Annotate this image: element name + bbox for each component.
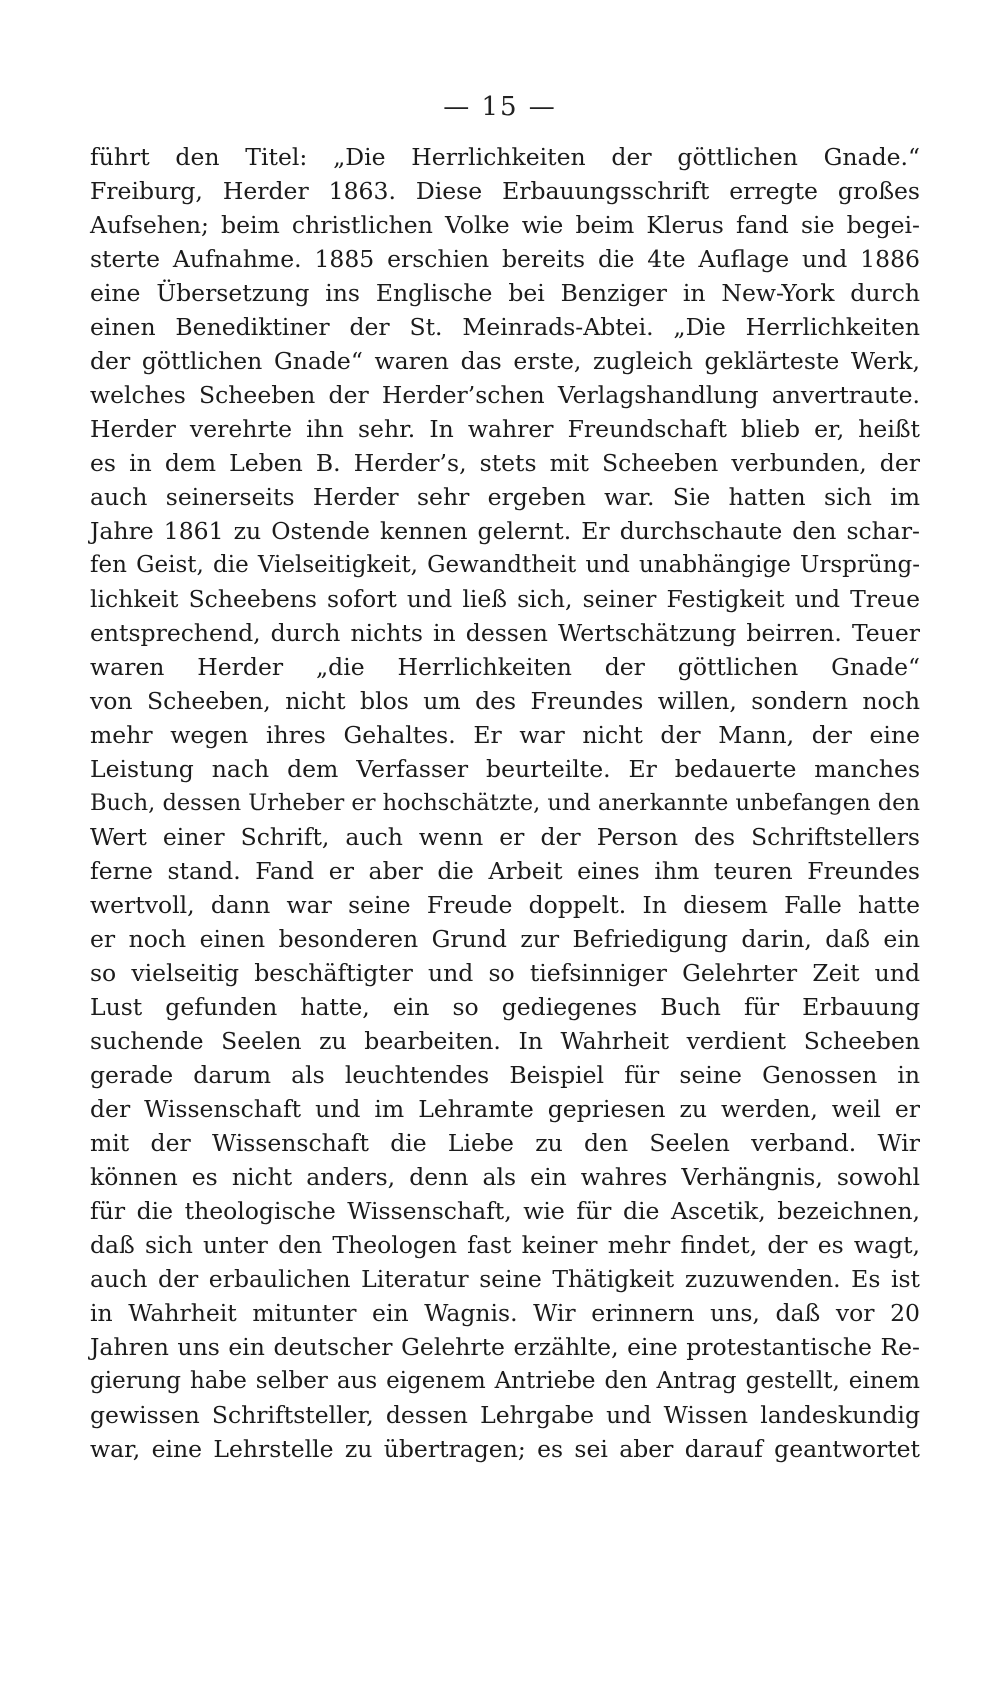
text-line: Leistung nach dem Verfasser beurteilte. Er bedauerte manches (90, 755, 920, 783)
text-line: gerade darum als leuchtendes Beispiel für seine Genossen in (90, 1061, 920, 1089)
text-line: wertvoll, dann war seine Freude doppelt. In diesem Falle hatte (90, 891, 920, 919)
text-line: gierung habe selber aus eigenem Antriebe den Antrag gestellt, einem (90, 1368, 920, 1394)
text-line: in Wahrheit mitunter ein Wagnis. Wir erinnern uns, daß vor 20 (90, 1299, 920, 1327)
text-line: mit der Wissenschaft die Liebe zu den Seelen verband. Wir (90, 1129, 920, 1157)
text-line: gewissen Schriftsteller, dessen Lehrgabe und Wissen landeskundig (90, 1401, 920, 1429)
text-line: einen Benediktiner der St. Meinrads-Abtei. „Die Herrlichkeiten (90, 313, 920, 341)
text-line: er noch einen besonderen Grund zur Befriedigung darin, daß ein (90, 925, 920, 953)
text-line: daß sich unter den Theologen fast keiner mehr findet, der es wagt, (90, 1231, 920, 1259)
text-line: auch seinerseits Herder sehr ergeben war. Sie hatten sich im (90, 483, 920, 511)
text-line: Aufsehen; beim christlichen Volke wie beim Klerus fand sie begei- (90, 211, 920, 239)
text-line: von Scheeben, nicht blos um des Freundes willen, sondern noch (90, 687, 920, 715)
text-line: Wert einer Schrift, auch wenn er der Person des Schriftstellers (90, 823, 920, 851)
text-line: war, eine Lehrstelle zu übertragen; es sei aber darauf geantwortet (90, 1435, 920, 1463)
text-line: so vielseitig beschäftigter und so tiefsinniger Gelehrter Zeit und (90, 959, 920, 987)
text-line: suchende Seelen zu bearbeiten. In Wahrheit verdient Scheeben (90, 1027, 920, 1055)
text-line: eine Übersetzung ins Englische bei Benziger in New-York durch (90, 279, 920, 307)
body-text (90, 140, 920, 1466)
text-line: der göttlichen Gnade“ waren das erste, zugleich geklärteste Werk, (90, 347, 920, 375)
text-line: Jahren uns ein deutscher Gelehrte erzählte, eine protestantische Re- (90, 1333, 920, 1361)
text-line: sterte Aufnahme. 1885 erschien bereits die 4te Auflage und 1886 (90, 245, 920, 273)
text-line: ferne stand. Fand er aber die Arbeit eines ihm teuren Freundes (90, 857, 920, 885)
text-line: Buch, dessen Urheber er hochschätzte, und anerkannte unbefangen den (90, 790, 920, 816)
text-line: Jahre 1861 zu Ostende kennen gelernt. Er durchschaute den schar- (90, 517, 920, 545)
text-line: mehr wegen ihres Gehaltes. Er war nicht der Mann, der eine (90, 721, 920, 749)
text-line: Herder verehrte ihn sehr. In wahrer Freundschaft blieb er, heißt (90, 415, 920, 443)
text-line: fen Geist, die Vielseitigkeit, Gewandtheit und unabhängige Ursprüng- (90, 552, 920, 578)
page-number: — 15 — (443, 92, 557, 122)
text-line: für die theologische Wissenschaft, wie für die Ascetik, bezeichnen, (90, 1197, 920, 1225)
text-line: Freiburg, Herder 1863. Diese Erbauungsschrift erregte großes (90, 177, 920, 205)
text-line: welches Scheeben der Herder’schen Verlagshandlung anvertraute. (90, 381, 920, 409)
text-line: entsprechend, durch nichts in dessen Wertschätzung beirren. Teuer (90, 619, 920, 647)
text-line: waren Herder „die Herrlichkeiten der göttlichen Gnade“ (90, 653, 920, 681)
text-line: es in dem Leben B. Herder’s, stets mit Scheeben verbunden, der (90, 449, 920, 477)
text-line: Lust gefunden hatte, ein so gediegenes Buch für Erbauung (90, 993, 920, 1021)
text-line: können es nicht anders, denn als ein wahres Verhängnis, sowohl (90, 1163, 920, 1191)
text-line: auch der erbaulichen Literatur seine Thätigkeit zuzuwenden. Es ist (90, 1265, 920, 1293)
text-line: führt den Titel: „Die Herrlichkeiten der göttlichen Gnade.“ (90, 143, 920, 171)
text-line: lichkeit Scheebens sofort und ließ sich, seiner Festigkeit und Treue (90, 585, 920, 613)
text-line: der Wissenschaft und im Lehramte gepriesen zu werden, weil er (90, 1095, 920, 1123)
